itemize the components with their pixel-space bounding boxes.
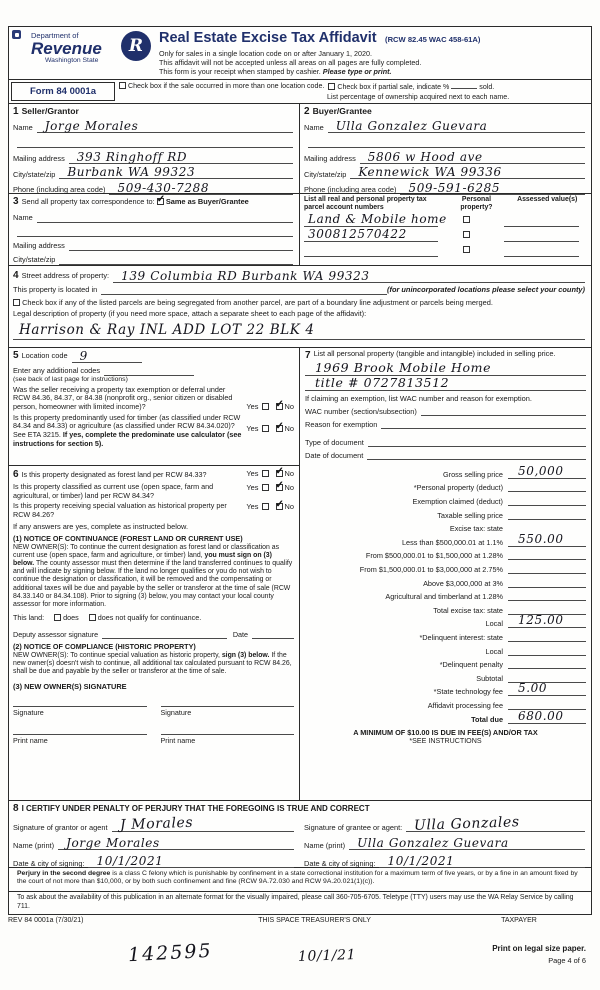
tax-tier4-field[interactable] [508,575,586,588]
correspondence-name2-field[interactable] [17,227,293,237]
same-as-buyer-label: Same as Buyer/Grantee [165,197,249,206]
form-number-row: Form 84 0001a Check box if the sale occurred in more than one location code. Check box if partial sale, indicate % sold. List percentage of ownership acquired next to each name. [9,80,591,104]
tax-row: Local 125.00 [305,615,586,629]
s6q3-yes-checkbox[interactable] [262,503,269,510]
buyer-name2-field[interactable] [308,138,585,148]
treasurer-stamp-date: 10/1/21 [297,946,357,966]
seller-section: 1 Seller/Grantor Name Jorge Morales Mailing address 393 Ringhoff RD City/state/zip Burbank WA 99323 Phone (including area code) 509-430-7288 [9,104,300,193]
new-owner-printname-field-1[interactable] [13,721,147,735]
assessed-value-field-3[interactable] [504,247,579,257]
partial-sale-percent-field[interactable] [451,82,477,89]
tax-row: From $500,000.01 to $1,500,000 at 1.28% [305,547,586,561]
parcel-number-field-2[interactable]: 300812570422 [304,241,438,242]
tax-row: *State technology fee 5.00 [305,683,586,697]
tax-row: Agricultural and timberland at 1.28% [305,588,586,602]
new-owner-signature-field-1[interactable] [13,693,147,707]
buyer-title: Buyer/Grantee [312,106,372,116]
multi-location-label: Check box if the sale occurred in more than one location code. [127,82,325,90]
taxable-selling-price-field[interactable] [508,507,586,520]
local-tax-field[interactable]: 125.00 [508,615,586,628]
tax-row: Above $3,000,000 at 3% [305,574,586,588]
corner-mark-icon [12,30,21,39]
personal-property-field-1[interactable]: 1969 Brook Mobile Home [305,361,586,376]
seller-name2-field[interactable] [17,138,293,148]
grantor-signature-field[interactable]: J Morales [112,822,295,832]
s5q1-yes-checkbox[interactable] [262,403,269,410]
seller-mailing-field[interactable]: 393 Ringhoff RD [69,154,293,164]
tax-row: Exemption claimed (deduct) [305,492,586,506]
tax-tier2-field[interactable] [508,547,586,560]
correspondence-mailing-field[interactable] [69,241,293,251]
header-note-3: This form is your receipt when stamped by cashier. Please type or print. [159,67,392,76]
segregated-label: Check box if any of the listed parcels are being segregated from another parcel, are part of a boundary line adjustment or parcels being merged. [22,297,493,307]
buyer-phone-field[interactable]: 509-591-6285 [400,185,585,195]
location-code-section: 5 Location code 9 Enter any additional codes (see back of last page for instructions) Was the seller receiving a property tax exemption or deferral under RCW 84.36, 84.37, or 84.38 (nonprofit org., senior citizen or disabled person, homeowner with limited income)? Yes ✓ No Is this property predominantly used for timber (as classified under RCW 84.34 and 84.33) or agriculture (as classified under RCW 84.34.020)? See ETA 3215. If yes, complete the predominate use calculator (see instructions for section 5). Yes ✓ No [9,348,299,466]
rev-number: REV 84 0001a (7/30/21) [8,917,84,924]
minimum-due-note: A MINIMUM OF $10.00 IS DUE IN FEE(S) AND/OR TAX [353,727,538,737]
gross-selling-price-field[interactable]: 50,000 [508,466,586,479]
certification-section: 8 I CERTIFY UNDER PENALTY OF PERJURY THAT THE FOREGOING IS TRUE AND CORRECT Signature of grantor or agent J Morales Name (print) Jorge Morales Date & city of signing: 10/1/2021 Signature of grantee or agent: Ulla Gonzales Name (print) Ulla Gonzalez Guevara Date & city of signing: 10/1/2021 [9,800,591,868]
s5q1-no-checkbox[interactable] [276,403,283,410]
tax-row: Total due 680.00 [305,710,586,724]
street-address-field[interactable]: 139 Columbia RD Burbank WA 99323 [113,273,585,283]
tax-row: From $1,500,000.01 to $3,000,000 at 2.75% [305,560,586,574]
legal-description-label: Legal description of property (if you need more space, attach a separate sheet to each page of the affidavit): [13,308,367,318]
buyer-name-field[interactable]: Ulla Gonzalez Guevara [328,123,585,133]
personal-property-checkbox-1[interactable] [463,216,470,223]
parcel-numbers-header: List all real and personal property tax parcel account numbers [304,196,427,211]
correspondence-city-field[interactable] [59,255,293,265]
seller-phone-field[interactable]: 509-430-7288 [109,185,293,195]
partial-sale-label: Check box if partial sale, indicate % [337,83,450,91]
taxpayer-label: TAXPAYER [501,917,537,924]
parcel-number-field-3[interactable] [304,256,438,257]
s6q2-no-checkbox[interactable] [276,484,283,491]
revenue-seal-icon: R [121,31,151,61]
correspondence-section: 3 Send all property tax correspondence to: ✓ Same as Buyer/Grantee Name Mailing address City/state/zip List all real and personal property tax parcel account numbers Personal property? Assessed value(s) Land & Mobile home 300812570422 [9,194,591,266]
property-address-section: 4 Street address of property: 139 Columbia RD Burbank WA 99323 This property is located in (for unincorporated locations please select your county) Check box if any of the listed parcels are being segregated from another parcel, are part of a boundary line adjustment or parcels being merged. Legal description of property (if you need more space, attach a separate sheet to each page of the affidavit): Harrison & Ray INL ADD LOT 22 BLK 4 [9,266,591,348]
segregated-checkbox[interactable] [13,299,20,306]
type-of-document-field[interactable] [368,437,586,447]
page-number: Page 4 of 6 [548,956,586,965]
timber-question: Is this property predominantly used for timber (as classified under RCW 84.34 and 84.33) or agriculture (as classified under RCW 84.34.020)? See ETA 3215. [13,412,241,439]
deputy-signature-label: Deputy assessor signature [13,629,99,639]
s5q2-no-checkbox[interactable] [276,425,283,432]
tax-row: Gross selling price 50,000 [305,465,586,479]
parcel-number-field-1[interactable]: Land & Mobile home [304,226,438,227]
seller-city-field[interactable]: Burbank WA 99323 [59,169,293,179]
this-land-label: This land: [13,612,45,622]
tax-computation-section: 7 List all personal property (tangible and intangible) included in selling price. 1969 Brook Mobile Home title # 0727813512 If claiming an exemption, list WAC number and reason for exemption. WAC number (section/subsection) Reason for exemption Type of document Date of document Gross selling price 50,000 *Personal property (deduct) Exemption claimed (deduct) Taxable selling price Excise tax: state Less than $500,000.01 at 1.1% 550.00 From $500,000.01 to $1,500,000 at 1.28% From $1,500,000.01 to $3,000,000 at 2.75% Above $3,000,000 at 3% Agricultural and timberland at 1.28% Total excise tax: state Local 125.00 *Delinquent interest: state Local *Delinquent penalty Subtotal *State technology fee 5.00 Affidavit processing fee Total due 680.00 A MINIMUM OF $10.00 IS DUE IN FEE(S) AND/OR TAX *SEE INSTRUCTIONS [300,348,591,800]
certify-statement: I CERTIFY UNDER PENALTY OF PERJURY THAT THE FOREGOING IS TRUE AND CORRECT [21,804,370,813]
tax-row: Total excise tax: state [305,601,586,615]
s6q3-no-checkbox[interactable] [276,503,283,510]
page-title: Real Estate Excise Tax Affidavit [159,30,377,46]
rev-footer-row [8,917,592,924]
washington-state-label: Washington State [45,57,99,64]
ownership-note: List percentage of ownership acquired next to each name. [327,92,510,101]
personal-property-deduct-field[interactable] [508,479,586,492]
notice-continuance-body: NEW OWNER(S): To continue the current designation as forest land or classification as current use (open space, farm and agriculture, or timber) land, you must sign on (3) below. The county assessor must then determine if the land transferred continues to qualify and will indicate by signing below. If the land no longer qualifies or you do not wish to continue the designation or classification, it will be removed and the compensating or additional taxes will be due and payable by the seller or transferor at the time of sale (RCW 84.33.140 or 84.34.108). Prior to signing (3) below, you may contact your local county assessor for more information. [13,543,293,608]
perjury-notice: Perjury in the second degree is a class C felony which is punishable by confinement in a state correctional institution for a maximum term of five years, or by a fine in an amount fixed by the court of not more than $10,000, or by both such confinement and fine (RCW 9A.72.030 and RCW 9A.20.021(1)(c)). [9,868,591,892]
legal-description-field[interactable]: Harrison & Ray INL ADD LOT 22 BLK 4 [13,320,585,340]
seller-name-field[interactable]: Jorge Morales [37,123,293,133]
deputy-signature-field[interactable] [102,630,227,639]
deputy-date-field[interactable] [252,630,294,639]
tax-row: *Delinquent penalty [305,656,586,670]
partial-sale-checkbox[interactable] [328,83,335,90]
grantee-signature-field[interactable]: Ulla Gonzales [406,822,585,832]
county-note: (for unincorporated locations please select your county) [387,285,585,295]
alternate-format-notice: To ask about the availability of this publication in an alternate format for the visually impaired, please call 360-705-6705. Teletype (TTY) users may use the WA Relay Service by calling 711. [17,894,574,910]
grantee-printname-field[interactable]: Ulla Gonzalez Guevara [349,840,585,850]
forest-land-question: Is this property designated as forest land per RCW 84.33? [21,470,207,479]
tax-row: Affidavit processing fee [305,696,586,710]
form-header [9,27,591,80]
new-owner-signature-field-2[interactable] [161,693,295,707]
seller-title: Seller/Grantor [21,106,79,116]
parcel-row [304,242,587,257]
buyer-mailing-field[interactable]: 5806 w Hood ave [360,154,585,164]
land-does-checkbox[interactable] [54,614,61,621]
tax-row: Less than $500,000.01 at 1.1% 550.00 [305,533,586,547]
s6q2-yes-checkbox[interactable] [262,484,269,491]
exemption-claimed-field[interactable] [508,493,586,506]
additional-codes-note: (see back of last page for instructions) [13,375,128,383]
assessed-value-field-2[interactable] [504,232,579,242]
state-technology-fee-field[interactable]: 5.00 [508,683,586,696]
tax-row: Taxable selling price [305,506,586,520]
revenue-label: Revenue [31,39,102,58]
grantor-date-field[interactable]: 10/1/2021 [88,858,294,868]
notice-compliance-title: (2) NOTICE OF COMPLIANCE (HISTORIC PROPERTY) [13,641,196,651]
header-note-1: Only for sales in a single location code on or after January 1, 2020. [159,49,372,58]
location-code-field[interactable]: 9 [72,353,142,363]
assessed-value-header: Assessed value(s) [517,196,578,203]
title-block [159,29,587,76]
tax-row: Subtotal [305,669,586,683]
total-due-field[interactable]: 680.00 [508,711,586,724]
new-owner-signature-title: (3) NEW OWNER(S) SIGNATURE [13,682,127,692]
s5q2-yes-checkbox[interactable] [262,425,269,432]
land-designation-section: 6 Is this property designated as forest land per RCW 84.33? Yes ✓ No Is this property classified as current use (open space, farm and agricultural, or timber) land per RCW 84.34? Yes ✓ No Is this property receiving special valuation as historical property per RCW 84.26? Yes ✓ No If any answers are yes, complete as instructed below. (1) NOTICE OF CONTINUANCE (FOREST LAND OR CURRENT USE) NEW OWNER(S): To continue the current designation as forest land or classification as current use (open space, farm and agriculture, or timber) land, you must sign on (3) below. The county assessor must then determine if the land transferred continues to qualify and will indicate by signing below. If the land no longer qualifies or you do not wish to continue the designation or classification, it will be removed and the compensating or additional taxes will be due and payable by the seller or transferor at the time of sale (RCW 84.33.140 or 84.34.108). Prior to signing (3) below, you may contact your local county assessor for more information. This land: does does not qualify for continuance. Deputy assessor signature Date (2) NOTICE OF COMPLIANCE (HISTORIC PROPERTY) NEW OWNER(S): To continue special valuation as historic property, sign (3) below. If the new owner(s) doesn't wish to continue, all additional tax calculated pursuant to RCW 84.26, shall be due and payable by the seller or transferor at the time of sale. (3) NEW OWNER(S) SIGNATURE Signature Signature Print name Print name [9,466,299,800]
exemption-note: If claiming an exemption, list WAC number and reason for exemption. [305,394,532,403]
notice-compliance-body: NEW OWNER(S): To continue special valuation as historic property, sign (3) below. If the new owner(s) doesn't wish to continue, all additional tax calculated pursuant to RCW 84.26, shall be due and payable by the seller or transferor at the time of sale. [13,651,292,676]
tax-tier3-field[interactable] [508,561,586,574]
parcel-table [300,194,591,265]
s6q1-yes-checkbox[interactable] [262,470,269,477]
tax-row: *Delinquent interest: state [305,628,586,642]
delinquent-interest-state-field[interactable] [508,629,586,642]
personal-property-checkbox-3[interactable] [463,246,470,253]
tax-row: Excise tax: state [305,520,586,534]
wac-number-field[interactable] [421,406,586,416]
current-use-question: Is this property classified as current use (open space, farm and agricultural, or timber) land per RCW 84.34? [13,482,214,500]
delinquent-interest-local-field[interactable] [508,643,586,656]
located-in-field[interactable] [101,285,387,295]
revenue-logo [31,31,161,64]
additional-codes-field[interactable] [104,366,194,376]
multi-location-checkbox[interactable] [119,82,126,89]
if-yes-instruction: If any answers are yes, complete as instructed below. [13,521,188,531]
new-owner-printname-field-2[interactable] [161,721,295,735]
delinquent-penalty-field[interactable] [508,656,586,669]
rcw-reference: (RCW 82.45 WAC 458-61A) [385,35,481,44]
exemption-question: Was the seller receiving a property tax exemption or deferral under RCW 84.36, 84.37, or 84.38 (nonprofit org., senior citizen or disabled person, homeowner with limited income)? [13,384,233,411]
personal-property-checkbox-2[interactable] [463,231,470,238]
land-does-not-checkbox[interactable] [89,614,96,621]
tax-row: Local [305,642,586,656]
personal-property-field-2[interactable]: title # 0727813512 [305,376,586,391]
treasurer-space-label: THIS SPACE TREASURER'S ONLY [258,917,371,924]
tax-tier1-field[interactable]: 550.00 [508,534,586,547]
tax-row: *Personal property (deduct) [305,479,586,493]
grantee-date-field[interactable]: 10/1/2021 [379,858,585,868]
buyer-city-field[interactable]: Kennewick WA 99336 [350,169,585,179]
personal-property-list-label: List all personal property (tangible and intangible) included in selling price. [313,349,556,358]
see-instructions-note: *SEE INSTRUCTIONS [409,736,482,745]
historical-question: Is this property receiving special valuation as historical property per RCW 84.26? [13,501,227,519]
print-legal-size-note: Print on legal size paper. [492,944,586,953]
personal-property-header: Personal property? [460,196,493,211]
grantor-printname-field[interactable]: Jorge Morales [58,840,294,850]
parcel-row [304,212,587,227]
form-number: Form 84 0001a [11,82,115,101]
affidavit-form [8,26,592,915]
correspondence-name-field[interactable] [37,213,293,223]
notice-continuance-title: (1) NOTICE OF CONTINUANCE (FOREST LAND OR CURRENT USE) [13,533,243,543]
s6q1-no-checkbox[interactable] [276,470,283,477]
agricultural-timberland-field[interactable] [508,588,586,601]
assessed-value-field-1[interactable] [504,217,579,227]
header-note-2: This affidavit will not be accepted unless all areas on all pages are fully completed. [159,58,422,67]
dept-of-label: Department of [31,31,79,40]
same-as-buyer-checkbox[interactable] [157,198,164,205]
date-of-document-field[interactable] [367,450,586,460]
treasurer-stamp-number: 142595 [127,939,214,967]
buyer-section: 2 Buyer/Grantee Name Ulla Gonzalez Guevara Mailing address 5806 w Hood ave City/state/zip Kennewick WA 99336 Phone (including area code) 509-591-6285 [300,104,591,193]
exemption-reason-field[interactable] [381,419,586,429]
